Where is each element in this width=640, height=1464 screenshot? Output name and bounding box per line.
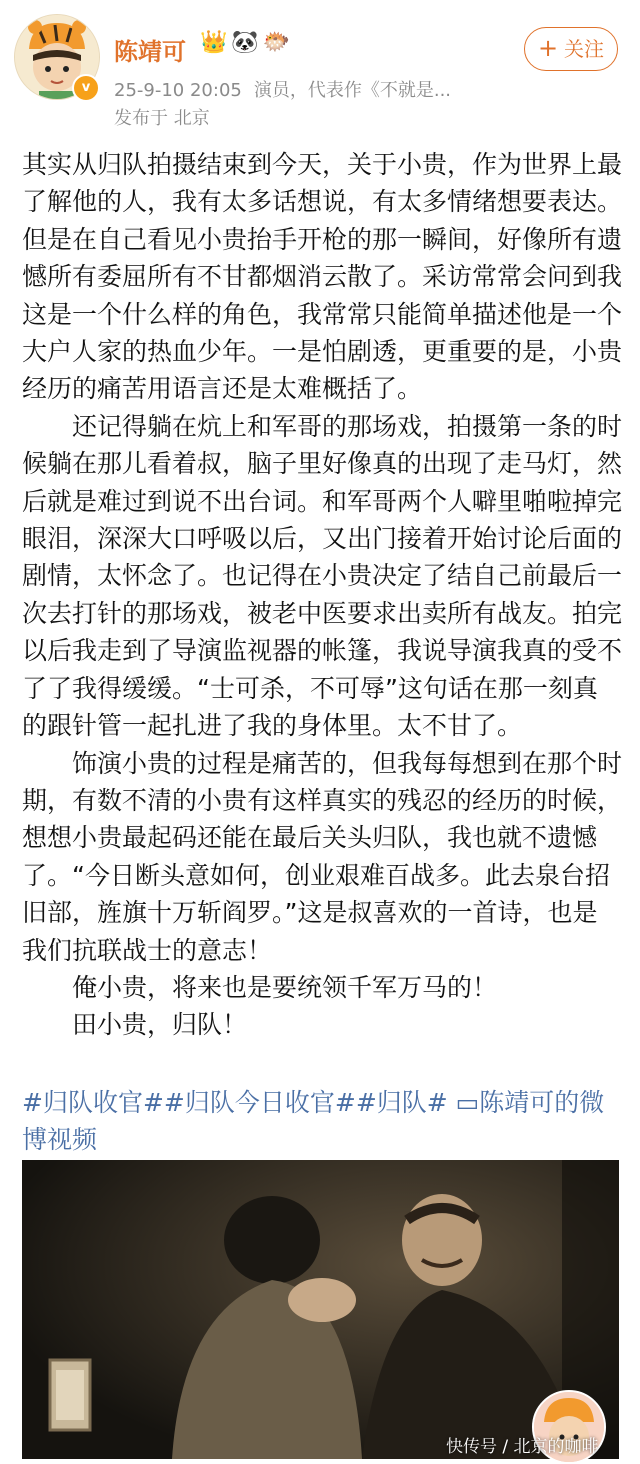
video-thumbnail[interactable] xyxy=(22,1160,619,1459)
post-meta xyxy=(114,76,451,102)
post-paragraph: 田小贵，归队！ xyxy=(72,1010,248,1040)
author-name[interactable]: 陈靖可 xyxy=(114,38,186,66)
follow-button[interactable] xyxy=(524,27,618,71)
post-body xyxy=(22,146,622,1044)
plus-icon: + xyxy=(537,34,559,62)
hashtag-link[interactable]: #归队今日收官# xyxy=(163,1088,356,1117)
post-paragraph: 俺小贵，将来也是要统领千军万马的！ xyxy=(72,972,498,1002)
post-header xyxy=(0,0,640,140)
hashtag-link[interactable]: #归队# xyxy=(355,1088,448,1117)
follow-label: 关注 xyxy=(564,37,605,61)
post-paragraph: 其实从归队拍摄结束到今天，关于小贵，作为世界上最了解他的人，我有太多话想说，有太多情绪想要表达。但是在自己看见小贵抬手开枪的那一瞬间，好像所有遗憾所有委屈所有不甘都烟消云散了。采访常常会问到我这是一个什么样的角色，我常常只能简单描述他是一个大户人家的热血少年。一是怕剧透，更重要的是，小贵经历的痛苦用语言还是太难概括了。 xyxy=(22,150,623,404)
post-tags xyxy=(22,1084,622,1159)
post-paragraph: 饰演小贵的过程是痛苦的，但我每每想到在那个时期，有数不清的小贵有这样真实的残忍的经历的时候，想想小贵最起码还能在最后关头归队，我也就不遗憾了。“今日断头意如何，创业艰难百战多。此去泉台招旧部，旌旗十万斩阎罗。”这是叔喜欢的一首诗，也是我们抗联战士的意志！ xyxy=(22,748,623,965)
video-link[interactable]: 陈靖可的微博视频 xyxy=(22,1088,605,1155)
post-paragraph: 还记得躺在炕上和军哥的那场戏，拍摄第一条的时候躺在那儿看着叔，脑子里好像真的出现了走马灯，然后就是难过到说不出台词。和军哥两个人噼里啪啦掉完眼泪，深深大口呼吸以后，又出门接着开始讨论后面的剧情，太怀念了。也记得在小贵决定了结自己前最后一次去打针的那场戏，被老中医要求出卖所有战友。拍完以后我走到了导演监视器的帐篷，我说导演我真的受不了了我得缓缓。“士可杀，不可辱”这句话在那一刻真的跟针管一起扎进了我的身体里。太不甘了。 xyxy=(22,411,623,741)
hashtag-link[interactable]: #归队收官# xyxy=(22,1088,164,1117)
watermark-text: 快传号 / 北京的咖啡 xyxy=(446,1437,599,1457)
post-timestamp: 25-9-10 20:05 xyxy=(114,80,242,101)
author-bio: 演员，代表作《不就是... xyxy=(253,80,452,101)
verified-icon: v xyxy=(72,74,100,102)
badge-icons: 👑🐼🐡 xyxy=(200,30,295,55)
post-location: 发布于 北京 xyxy=(114,108,210,129)
video-link-icon: ▭ xyxy=(455,1088,480,1117)
